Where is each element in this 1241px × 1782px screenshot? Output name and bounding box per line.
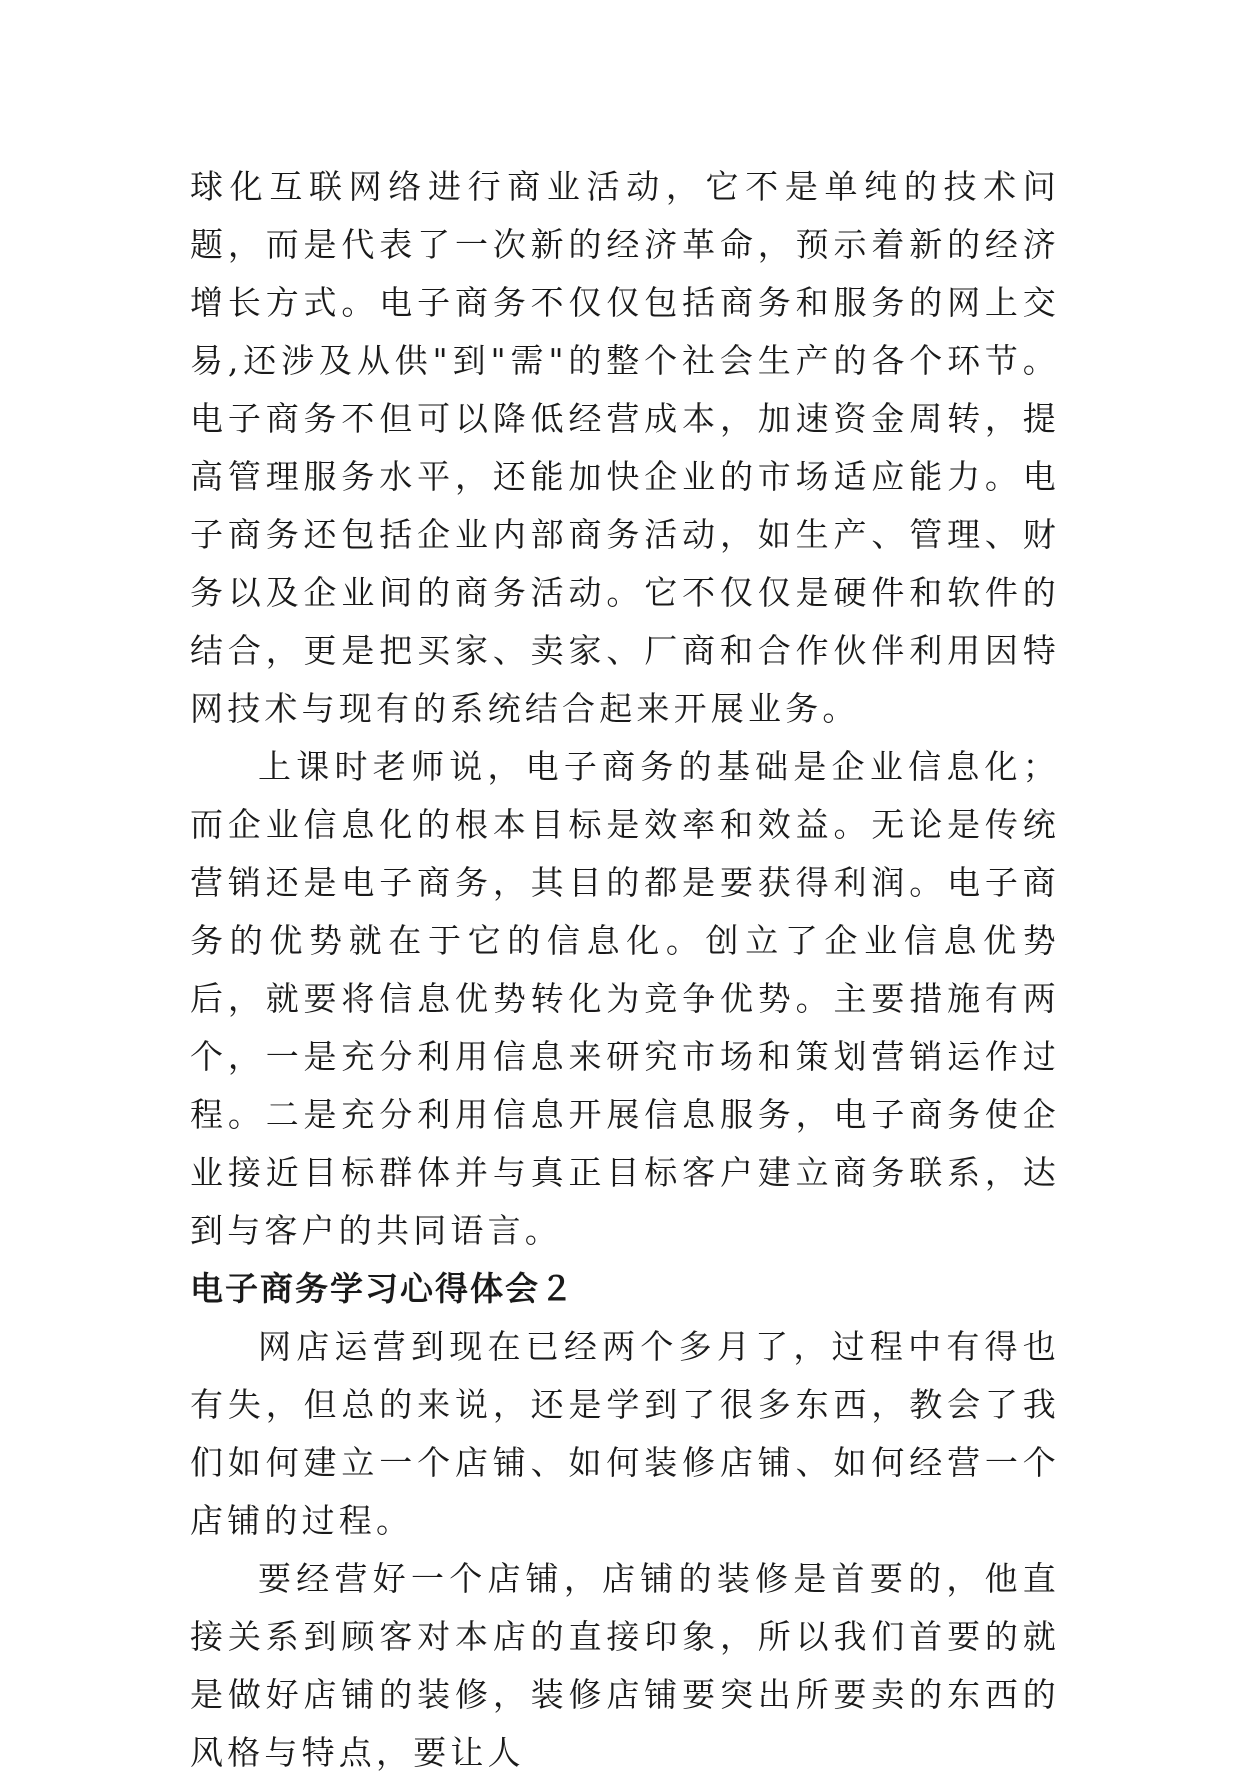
section-heading: 电子商务学习心得体会２ [190,1269,575,1308]
paragraph-shop-decoration: 要经营好一个店铺，店铺的装修是首要的，他直接关系到顾客对本店的直接印象，所以我们首要的就是做好店铺的装修，装修店铺要突出所要卖的东西的风格与特点，要让人 [190,1559,1060,1772]
paragraph-shop-operation: 网店运营到现在已经两个多月了，过程中有得也有失，但总的来说，还是学到了很多东西，教会了我们如何建立一个店铺、如何装修店铺、如何经营一个店铺的过程。 [190,1327,1060,1540]
paragraph-teacher-said: 上课时老师说，电子商务的基础是企业信息化；而企业信息化的根本目标是效率和效益。无论是传统营销还是电子商务，其目的都是要获得利润。电子商务的优势就在于它的信息化。创立了企业信息优势后，就要将信息优势转化为竞争优势。主要措施有两个，一是充分利用信息来研究市场和策划营销运作过程。二是充分利用信息开展信息服务，电子商务使企业接近目标群体并与真正目标客户建立商务联系，达到与客户的共同语言。 [190,747,1060,1250]
document-page [190,158,1060,1782]
paragraph-ecommerce-definition: 球化互联网络进行商业活动，它不是单纯的技术问题，而是代表了一次新的经济革命，预示着新的经济增长方式。电子商务不仅仅包括商务和服务的网上交易,还涉及从供"到"需"的整个社会生产的各个环节。电子商务不但可以降低经营成本，加速资金周转，提高管理服务水平，还能加快企业的市场适应能力。电子商务还包括企业内部商务活动，如生产、管理、财务以及企业间的商务活动。它不仅仅是硬件和软件的结合，更是把买家、卖家、厂商和合作伙伴利用因特网技术与现有的系统结合起来开展业务。 [190,167,1060,728]
